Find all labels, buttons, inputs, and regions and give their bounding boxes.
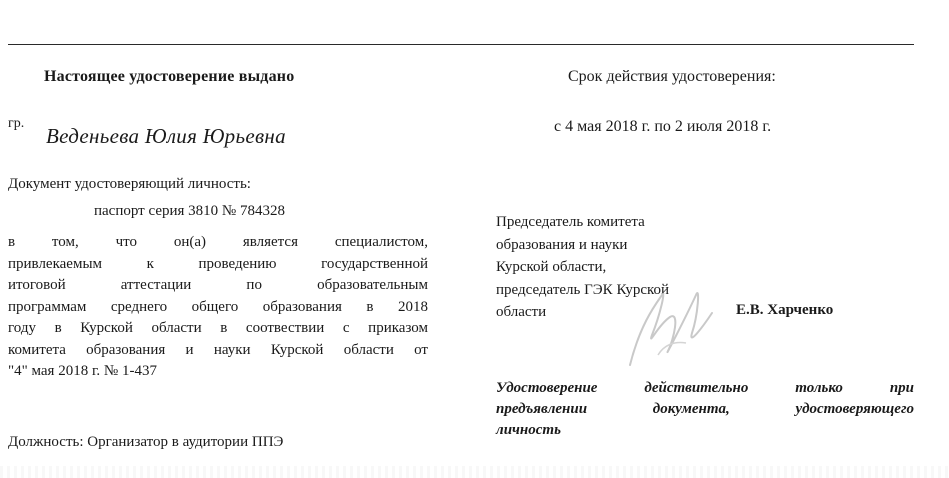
citizen-prefix: гр. <box>8 116 25 131</box>
signer-name: Е.В. Харченко <box>736 302 834 318</box>
chairman-title-line: Курской области, <box>496 259 607 275</box>
certificate-heading: Настоящее удостоверение выдано <box>44 68 295 85</box>
holder-name: Веденьева Юлия Юрьевна <box>46 124 286 148</box>
statement-paragraph <box>8 232 428 383</box>
statement-line: году в Курской области в соотвествии с приказом <box>8 320 428 336</box>
chairman-title-line: председатель ГЭК Курской <box>496 281 670 298</box>
validity-notice <box>496 378 914 441</box>
statement-line: в том, что он(а) является специалистом, <box>8 234 428 250</box>
validity-label: Срок действия удостоверения: <box>568 68 776 85</box>
chairman-title-line: образования и науки <box>496 236 628 253</box>
notice-line: предъявлении документа, удостоверяющего <box>496 401 914 417</box>
handwritten-signature-icon <box>600 255 730 385</box>
scan-edge-texture <box>0 466 949 478</box>
passport-number: паспорт серия 3810 № 784328 <box>94 203 285 219</box>
top-divider <box>8 44 914 45</box>
statement-line: "4" мая 2018 г. № 1-437 <box>8 363 157 379</box>
notice-line: Удостоверение действительно только при <box>496 380 914 396</box>
chairman-title-line: области <box>496 304 547 320</box>
validity-dates: с 4 мая 2018 г. по 2 июля 2018 г. <box>554 118 772 135</box>
notice-line: личность <box>496 422 561 438</box>
statement-line: комитета образования и науки Курской области от <box>8 341 428 358</box>
statement-line: программам среднего общего образования в 2018 <box>8 298 428 315</box>
id-document-label: Документ удостоверяющий личность: <box>8 176 251 192</box>
statement-line: привлекаемым к проведению государственной <box>8 255 428 272</box>
position-line: Должность: Организатор в аудитории ППЭ <box>8 434 284 450</box>
chairman-title-line: Председатель комитета <box>496 214 645 230</box>
statement-line: итоговой аттестации по образовательным <box>8 277 428 293</box>
